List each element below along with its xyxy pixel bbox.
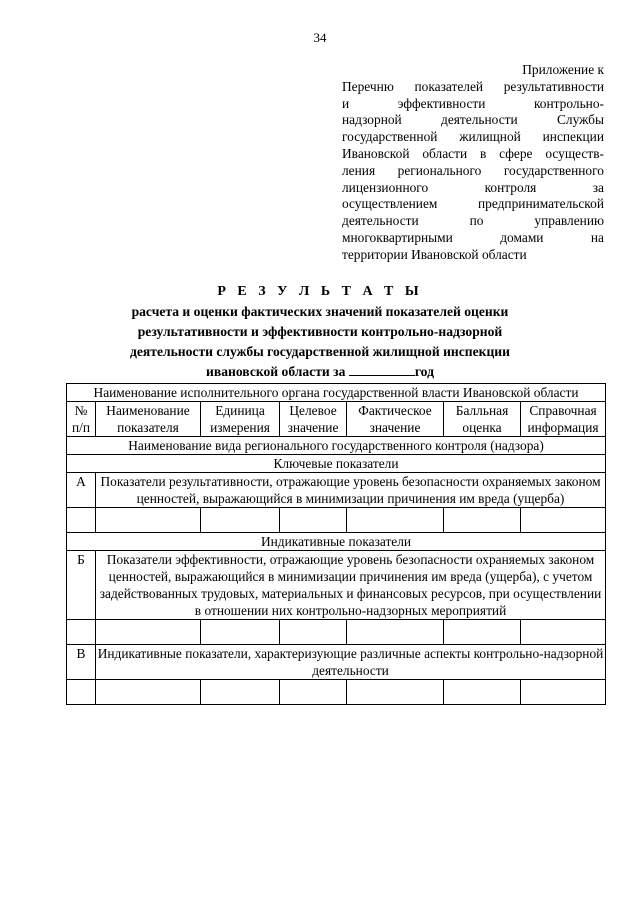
- section-description: Показатели результативности, отражающие уровень безопасности охраняемых законом ценностей, выражающийся в минимизации причинения им вреда (ущерба): [96, 473, 606, 508]
- control-type: Наименование вида регионального государственного контроля (надзора): [67, 437, 606, 455]
- appendix-note: [342, 62, 604, 264]
- empty-cell: [444, 508, 521, 533]
- organ-header: Наименование исполнительного органа государственной власти Ивановской области: [67, 384, 606, 402]
- heading-line-prefix: ивановской области за: [206, 364, 346, 379]
- column-header: Целевое значение: [280, 402, 347, 437]
- control-type-row: [67, 437, 606, 455]
- empty-row: [67, 508, 606, 533]
- year-blank: [349, 363, 415, 376]
- empty-row: [67, 680, 606, 705]
- section-a-row: [67, 473, 606, 508]
- empty-cell: [201, 508, 280, 533]
- indicative-indicators-row: [67, 533, 606, 551]
- column-header: Фактическое значение: [347, 402, 444, 437]
- heading-line-year: [0, 363, 640, 381]
- indicative-indicators-label: Индикативные показатели: [67, 533, 606, 551]
- empty-cell: [280, 680, 347, 705]
- empty-cell: [96, 620, 201, 645]
- appendix-line: ления регионального государственного: [342, 162, 604, 178]
- empty-cell: [521, 680, 606, 705]
- organ-header-row: [67, 384, 606, 402]
- column-header: Наименование показателя: [96, 402, 201, 437]
- key-indicators-row: [67, 455, 606, 473]
- document-title: Р Е З У Л Ь Т А Т Ы: [217, 284, 423, 299]
- key-indicators-label: Ключевые показатели: [67, 455, 606, 473]
- appendix-line: и эффективности контрольно-: [342, 95, 604, 111]
- empty-cell: [347, 620, 444, 645]
- section-letter: А: [67, 473, 96, 508]
- empty-cell: [444, 680, 521, 705]
- empty-cell: [347, 680, 444, 705]
- section-b-row: [67, 551, 606, 620]
- section-v-row: [67, 645, 606, 680]
- page-number: 34: [313, 30, 327, 45]
- empty-row: [67, 620, 606, 645]
- empty-cell: [280, 508, 347, 533]
- results-table: [66, 383, 606, 705]
- empty-cell: [201, 680, 280, 705]
- empty-cell: [444, 620, 521, 645]
- empty-cell: [96, 680, 201, 705]
- empty-cell: [67, 508, 96, 533]
- appendix-line: Ивановской области в сфере осуществ-: [342, 145, 604, 161]
- appendix-line: деятельности по управлению: [342, 213, 604, 229]
- heading-line-suffix: год: [414, 364, 434, 379]
- empty-cell: [201, 620, 280, 645]
- column-header: Справочная информация: [521, 402, 606, 437]
- appendix-line: Перечню показателей результативности: [342, 78, 604, 94]
- appendix-line: Приложение к: [522, 62, 604, 77]
- section-description: Показатели эффективности, отражающие уровень безопасности охраняемых законом ценностей, выражающийся в минимизации причинения им вреда (ущерба), с учетом задействованных трудовых, материальных и финансовых ресурсов, при осуществлении в отношении них контрольно-надзорных мероприятий: [96, 551, 606, 620]
- empty-cell: [347, 508, 444, 533]
- empty-cell: [67, 680, 96, 705]
- appendix-line: многоквартирными домами на: [342, 229, 604, 245]
- appendix-line: надзорной деятельности Службы: [342, 112, 604, 128]
- heading-line: результативности и эффективности контрольно-надзорной: [137, 324, 503, 339]
- appendix-line: осуществлением предпринимательской: [342, 196, 604, 212]
- empty-cell: [521, 620, 606, 645]
- appendix-line: территории Ивановской области: [342, 246, 527, 262]
- column-header-row: [67, 402, 606, 437]
- section-letter: В: [67, 645, 96, 680]
- empty-cell: [67, 620, 96, 645]
- empty-cell: [96, 508, 201, 533]
- appendix-line: государственной жилищной инспекции: [342, 129, 604, 145]
- column-header: Единица измерения: [201, 402, 280, 437]
- appendix-line: лицензионного контроля за: [342, 179, 604, 195]
- heading-line: деятельности службы государственной жилищной инспекции: [130, 344, 510, 359]
- column-header: Балльная оценка: [444, 402, 521, 437]
- empty-cell: [521, 508, 606, 533]
- empty-cell: [280, 620, 347, 645]
- section-description: Индикативные показатели, характеризующие различные аспекты контрольно-надзорной деятельности: [96, 645, 606, 680]
- section-letter: Б: [67, 551, 96, 620]
- column-header: № п/п: [67, 402, 96, 437]
- heading-line: расчета и оценки фактических значений показателей оценки: [131, 304, 509, 319]
- document-heading: [0, 283, 640, 381]
